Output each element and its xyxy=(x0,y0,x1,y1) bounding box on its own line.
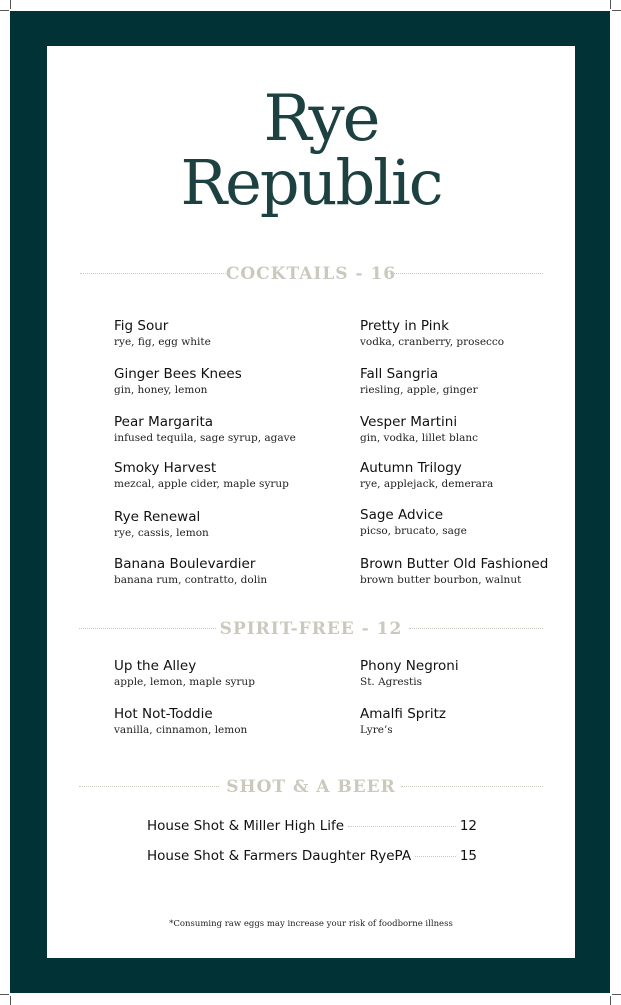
item-description: gin, vodka, lillet blanc xyxy=(360,432,478,444)
section-title: COCKTAILS - 16 xyxy=(225,264,397,284)
section-heading-shot-beer xyxy=(47,777,575,797)
item-price: 15 xyxy=(459,848,477,864)
crop-mark xyxy=(610,996,611,1005)
item-description: Lyre’s xyxy=(360,724,393,736)
item-name: Ginger Bees Knees xyxy=(114,366,242,382)
crop-mark xyxy=(0,10,9,11)
item-name: Smoky Harvest xyxy=(114,460,217,476)
item-description: mezcal, apple cider, maple syrup xyxy=(114,478,289,490)
logo-line-1: Rye xyxy=(263,82,379,156)
item-name: Fall Sangria xyxy=(360,366,439,382)
item-name: Brown Butter Old Fashioned xyxy=(360,556,549,572)
menu-item xyxy=(114,414,344,446)
menu-item xyxy=(360,414,590,446)
menu-item xyxy=(360,658,590,690)
item-name: Phony Negroni xyxy=(360,658,459,674)
item-description: vodka, cranberry, prosecco xyxy=(360,336,505,348)
section-title: SHOT & A BEER xyxy=(226,777,396,797)
item-name: House Shot & Farmers Daughter RyePA xyxy=(147,848,412,864)
item-name: Rye Renewal xyxy=(114,509,201,525)
item-name: Sage Advice xyxy=(360,507,444,523)
item-name: Vesper Martini xyxy=(360,414,458,430)
item-name: Amalfi Spritz xyxy=(360,706,447,722)
crop-mark xyxy=(10,0,11,9)
menu-item xyxy=(114,556,344,588)
item-description: St. Agrestis xyxy=(360,676,422,688)
price-line xyxy=(147,818,477,834)
dot-leader xyxy=(415,856,456,857)
item-description: riesling, apple, ginger xyxy=(360,384,478,396)
section-title: SPIRIT-FREE - 12 xyxy=(219,619,403,639)
item-description: rye, fig, egg white xyxy=(114,336,211,348)
menu-item xyxy=(360,318,590,350)
menu-item xyxy=(360,460,590,492)
price-line xyxy=(147,848,477,864)
item-name: Fig Sour xyxy=(114,318,169,334)
menu-item xyxy=(114,460,344,492)
logo-line-2: Republic xyxy=(180,146,442,219)
item-name: House Shot & Miller High Life xyxy=(147,818,345,834)
menu-item xyxy=(360,706,590,738)
menu-item xyxy=(360,556,590,588)
item-description: infused tequila, sage syrup, agave xyxy=(114,432,296,444)
item-name: Hot Not-Toddie xyxy=(114,706,213,722)
item-description: rye, applejack, demerara xyxy=(360,478,494,490)
menu-item xyxy=(114,509,344,541)
menu-item xyxy=(114,658,344,690)
item-description: brown butter bourbon, walnut xyxy=(360,574,522,586)
item-description: picso, brucato, sage xyxy=(360,525,467,537)
item-name: Pretty in Pink xyxy=(360,318,449,334)
menu-item xyxy=(360,366,590,398)
section-heading-cocktails xyxy=(47,264,575,284)
menu-item xyxy=(114,366,344,398)
menu-card xyxy=(47,46,575,958)
item-description: rye, cassis, lemon xyxy=(114,527,209,539)
crop-mark xyxy=(612,10,621,11)
section-heading-spirit-free xyxy=(47,619,575,639)
crop-mark xyxy=(10,996,11,1005)
item-name: Pear Margarita xyxy=(114,414,214,430)
menu-item xyxy=(114,318,344,350)
dot-leader xyxy=(348,826,456,827)
item-name: Autumn Trilogy xyxy=(360,460,462,476)
footnote: *Consuming raw eggs may increase your risk of foodborne illness xyxy=(169,919,453,929)
crop-mark xyxy=(0,994,9,995)
item-price: 12 xyxy=(459,818,477,834)
menu-item xyxy=(360,507,590,539)
crop-mark xyxy=(610,0,611,9)
item-description: vanilla, cinnamon, lemon xyxy=(114,724,248,736)
item-description: banana rum, contratto, dolin xyxy=(114,574,268,586)
crop-mark xyxy=(612,994,621,995)
item-description: apple, lemon, maple syrup xyxy=(114,676,255,688)
menu-item xyxy=(114,706,344,738)
item-description: gin, honey, lemon xyxy=(114,384,208,396)
item-name: Banana Boulevardier xyxy=(114,556,256,572)
item-name: Up the Alley xyxy=(114,658,197,674)
